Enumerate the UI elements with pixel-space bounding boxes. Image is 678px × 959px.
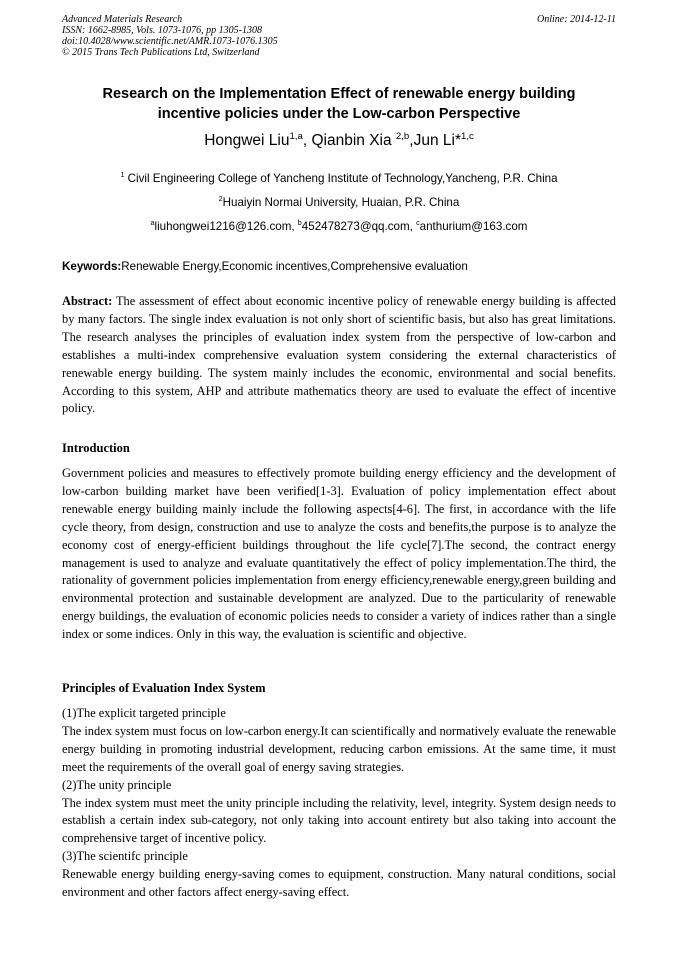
section-heading-principles: Principles of Evaluation Index System: [62, 681, 266, 695]
author-name: Hongwei Liu: [204, 132, 290, 149]
author-name: Jun Li*: [413, 132, 461, 149]
affiliation-sup: 2: [218, 194, 223, 204]
principle-title: (3)The scientifc principle: [62, 849, 188, 864]
title-line-2: incentive policies under the Low-carbon Perspective: [157, 106, 521, 122]
journal-header: [62, 14, 616, 58]
affiliation-text: Huaiyin Normai University, Huaian, P.R. China: [222, 196, 460, 209]
keywords-label: Keywords:: [62, 260, 122, 273]
doi: doi:10.4028/www.scientific.net/AMR.1073-1076.1305: [62, 36, 278, 47]
introduction-text: Government policies and measures to effectively promote building energy efficiency and the development of low-carbon building market have been verified[1-3]. Evaluation of policy implementation effect about renewable energy building mainly include the following aspects[4-6]. The first, in accordance with the life cycle theory, from design, construction and use to analyze the costs and benefits,the purpose is to analyze the economy cost of energy-efficient buildings throughout the life cycle[7].The second, the contract energy management is used to analyze and evaluate quantitatively the effect of policy implementation.The third, the rationality of government policies implementation from energy efficiency,renewable energy,green building and environmental protection and sustainable development are analyzed. Due to the particularity of renewable energy buildings, the evaluation of economic policies needs to consider a variety of indices rather than a single index or some indices. Only in this way, the evaluation is scientific and objective.: [62, 466, 616, 642]
keywords-text: Renewable Energy,Economic incentives,Comprehensive evaluation: [121, 260, 468, 273]
email-sup: b: [297, 218, 302, 228]
email-sup: c: [416, 218, 420, 228]
email: liuhongwei1216@126.com,: [154, 220, 298, 233]
principle-text: The index system must meet the unity principle including the relativity, level, integrity. System design needs to establish a certain index sub-category, not only taking into account entirety but also taking into account the comprehensive target of incentive policy.: [62, 795, 616, 846]
paper-title: [62, 84, 616, 124]
email: anthurium@163.com: [419, 220, 528, 233]
journal-name: Advanced Materials Research: [62, 14, 183, 25]
email-list: [62, 220, 616, 233]
abstract: [62, 293, 616, 418]
introduction-body: [62, 465, 616, 644]
author-sep: ,: [409, 132, 414, 149]
copyright: © 2015 Trans Tech Publications Ltd, Switzerland: [62, 47, 260, 58]
section-heading-introduction: Introduction: [62, 441, 130, 455]
abstract-text: The assessment of effect about economic incentive policy of renewable energy building is affected by many factors. The single index evaluation is not only short of scientific basis, but also has great limitations. The research analyses the principles of evaluation index system from the perspective of low-carbon and establishes a multi-index comprehensive evaluation system considering the external characteristics of renewable energy building. The system mainly includes the economic, environmental and social benefits. According to this system, AHP and attribute mathematics theory are used to evaluate the effect of incentive policy.: [62, 294, 616, 416]
affiliation-text: Civil Engineering College of Yancheng Institute of Technology,Yancheng, P.R. China: [124, 172, 558, 185]
author-name: Qianbin Xia: [311, 132, 396, 149]
affiliation-1: [62, 172, 616, 185]
affiliation-sup: 1: [120, 170, 125, 180]
author-sup: 1,a: [289, 130, 303, 142]
title-line-1: Research on the Implementation Effect of renewable energy building: [102, 86, 576, 102]
email: 452478273@qq.com,: [301, 220, 417, 233]
issn: ISSN: 1662-8985, Vols. 1073-1076, pp 1305-1308: [62, 25, 262, 36]
affiliation-2: [62, 196, 616, 209]
email-sup: a: [150, 218, 155, 228]
author-sup: 2,b: [395, 130, 410, 142]
online-date: Online: 2014-12-11: [537, 14, 616, 25]
principles-body: [62, 705, 616, 902]
principle-text: Renewable energy building energy-saving comes to equipment, construction. Many natural conditions, social environment and other factors affect energy-saving effect.: [62, 867, 616, 900]
author-list: [62, 132, 616, 150]
keywords: [62, 260, 616, 273]
principle-title: (1)The explicit targeted principle: [62, 706, 226, 720]
principle-text: The index system must focus on low-carbon energy.It can scientifically and normatively evaluate the renewable energy building in promoting industrial development, reducing carbon emissions. At the same time, it must meet the requirements of the overall goal of energy saving strategies.: [62, 723, 616, 774]
principle-title: (2)The unity principle: [62, 777, 172, 792]
abstract-label: Abstract:: [62, 294, 113, 308]
author-sup: 1,c: [460, 130, 474, 142]
author-sep: ,: [302, 132, 312, 149]
